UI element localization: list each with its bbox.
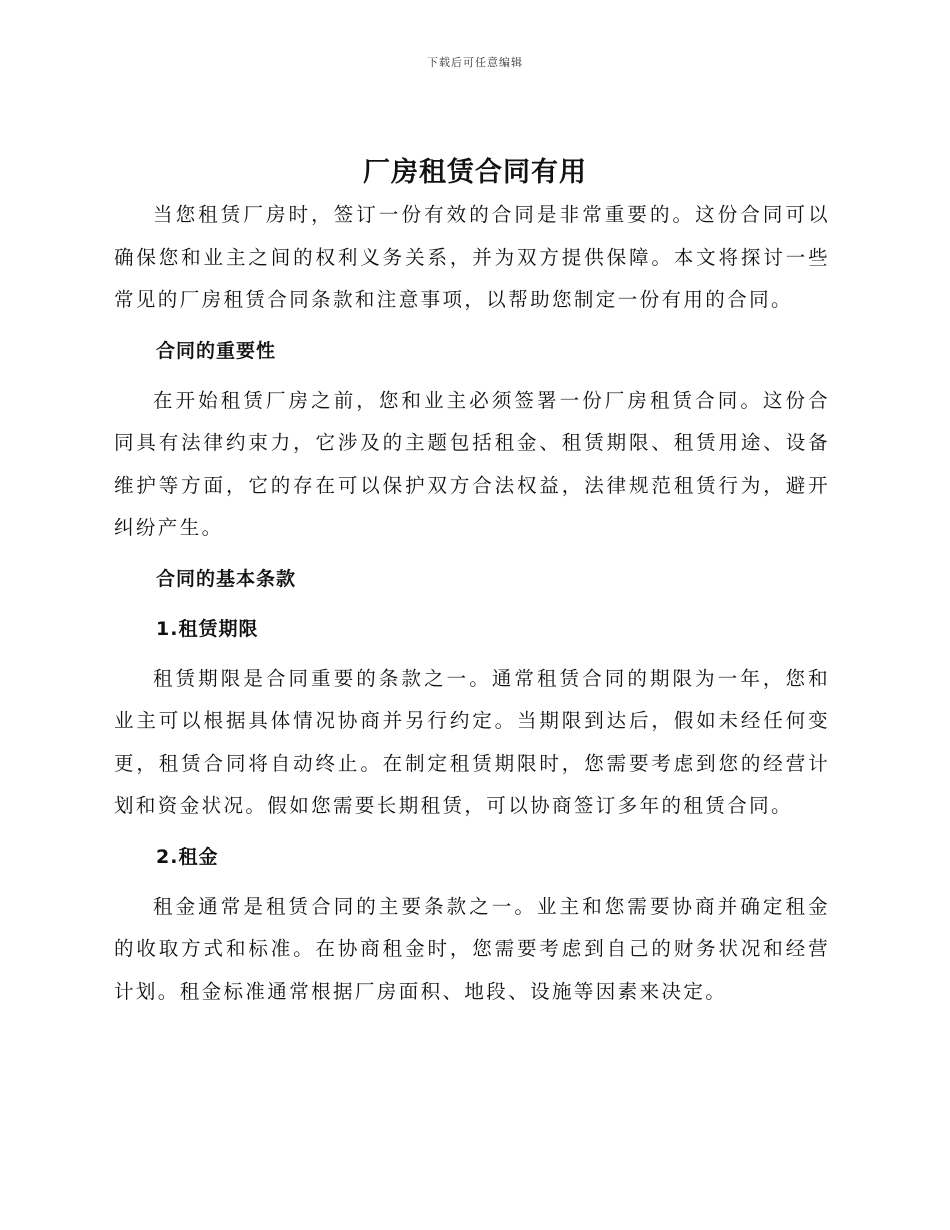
intro-paragraph: 当您租赁厂房时，签订一份有效的合同是非常重要的。这份合同可以确保您和业主之间的权利义务关系，并为双方提供保障。本文将探讨一些常见的厂房租赁合同条款和注意事项，以帮助您制定一份有用的合同。 [114,203,830,311]
lease-term-paragraph: 租赁期限是合同重要的条款之一。通常租赁合同的期限为一年，您和业主可以根据具体情况协商并另行约定。当期限到达后，假如未经任何变更，租赁合同将自动终止。在制定租赁期限时，您需要考虑到您的经营计划和资金状况。假如您需要长期租赁，可以协商签订多年的租赁合同。 [114,666,830,817]
clause-heading-lease-term: 1.租赁期限 [156,617,259,640]
section-heading-basic-terms: 合同的基本条款 [156,567,297,590]
section-heading-importance: 合同的重要性 [156,339,277,362]
importance-paragraph: 在开始租赁厂房之前，您和业主必须签署一份厂房租赁合同。这份合同具有法律约束力，它涉及的主题包括租金、租赁期限、租赁用途、设备维护等方面，它的存在可以保护双方合法权益，法律规范租赁行为，避开纠纷产生。 [114,388,830,539]
header-note: 下载后可任意编辑 [427,56,523,69]
rent-paragraph: 租金通常是租赁合同的主要条款之一。业主和您需要协商并确定租金的收取方式和标准。在协商租金时，您需要考虑到自己的财务状况和经营计划。租金标准通常根据厂房面积、地段、设施等因素来决定。 [114,894,830,1003]
clause-heading-rent: 2.租金 [156,845,219,868]
document-body [114,194,830,1013]
document-title: 厂房租赁合同有用 [363,157,587,188]
